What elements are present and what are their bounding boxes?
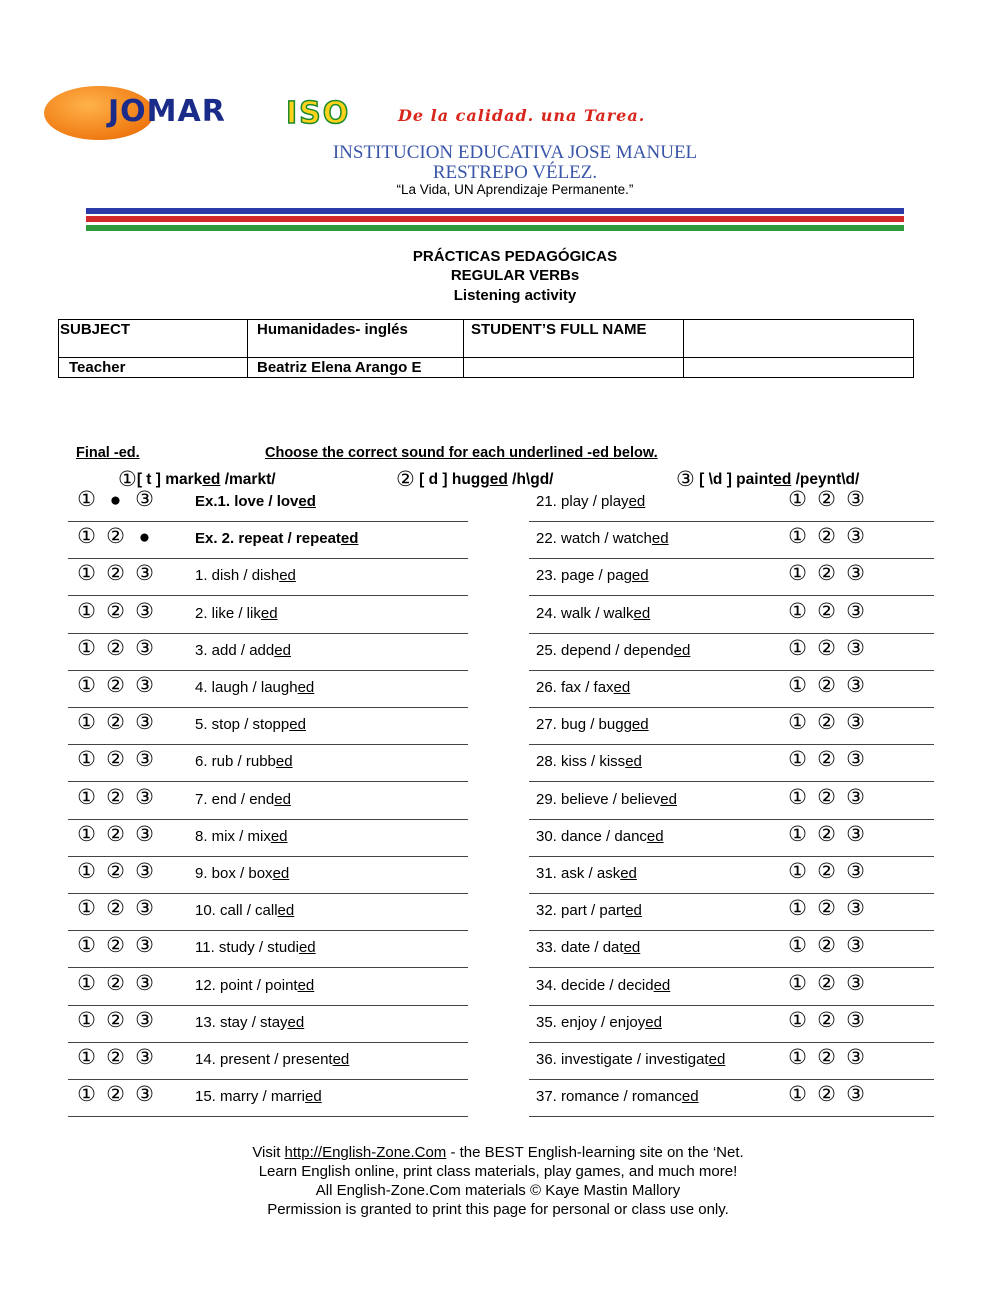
question-row [529,820,934,857]
verb-pair: 24. walk / walked [536,604,651,622]
question-row [68,969,468,1006]
answer-bubble-3[interactable]: ③ [846,1083,865,1107]
verb-pair: 30. dance / danced [536,827,664,845]
answer-bubble-1[interactable]: ① [788,860,807,883]
answer-bubble-2[interactable]: ② [106,934,125,958]
answer-bubble-2[interactable]: ② [817,1008,836,1032]
question-row [68,1043,468,1080]
answer-bubble-1[interactable]: ① [788,488,807,511]
header-stripe-green [86,225,904,231]
answer-bubble-1[interactable]: ① [788,562,807,586]
question-row [68,1080,468,1117]
answer-bubble-2[interactable]: ② [106,822,125,846]
verb-pair: 33. date / dated [536,939,641,957]
teacher-value: Beatriz Elena Arango E [257,359,422,376]
verb-pair: 23. page / paged [536,567,649,585]
answer-bubble-1[interactable]: ① [77,599,96,623]
answer-bubble-2[interactable]: ② [106,674,125,697]
question-row [529,783,934,820]
verb-pair: 27. bug / bugged [536,716,649,734]
answer-bubble-2[interactable]: ② [106,785,125,809]
answer-bubble-3[interactable]: ③ [135,822,154,846]
question-row [529,522,934,559]
answer-bubble-3[interactable]: ③ [135,562,154,586]
answer-bubble-3[interactable]: ③ [135,897,154,921]
logo-iso-text: ISO [286,96,351,131]
answer-bubble-1[interactable]: ① [788,934,807,958]
answer-bubble-3[interactable]: ③ [846,674,865,697]
answer-bubble-1[interactable]: ① [788,636,807,660]
answer-bubble-2[interactable]: ② [817,636,836,660]
answer-bubble-1[interactable]: ① [788,748,807,772]
answer-bubble-2[interactable]: ② [106,562,125,586]
answer-options [72,636,159,661]
answer-bubble-3[interactable]: ③ [846,488,865,511]
answer-bubble-1[interactable]: ① [788,674,807,697]
answer-options [783,1045,870,1070]
answer-bubble-3[interactable]: ③ [135,860,154,883]
answer-bubble-2[interactable]: ② [106,636,125,660]
answer-bubble-2[interactable]: ② [106,525,125,549]
answer-bubble-2[interactable]: ② [817,897,836,921]
answer-bubble-2[interactable]: ② [106,599,125,623]
answer-bubble-3[interactable]: ③ [135,1046,154,1069]
footer-line4: Permission is granted to print this page for personal or class use only. [267,1201,729,1218]
title-practicas: PRÁCTICAS PEDAGÓGICAS [412,248,618,265]
answer-bubble-1[interactable]: ① [77,1083,96,1107]
answer-options [783,710,870,735]
answer-bubble-1[interactable]: ① [77,562,96,586]
legend-id: ③ [ \d ] painted /peynt\d/ [676,468,860,491]
answer-bubble-2[interactable]: ② [106,1046,125,1069]
verb-pair: 21. play / played [536,493,646,510]
answer-bubble-1[interactable]: ① [788,822,807,846]
answer-bubble-2[interactable]: ② [817,748,836,772]
answer-bubble-3[interactable]: ③ [846,860,865,883]
answer-bubble-2[interactable]: ② [817,785,836,809]
answer-bubble-1[interactable]: ① [788,785,807,809]
selected-answer-bubble[interactable]: ● [109,490,122,511]
answer-bubble-1[interactable]: ① [77,934,96,958]
answer-options [783,1008,870,1033]
answer-options [72,1082,159,1107]
answer-bubble-1[interactable]: ① [77,860,96,883]
answer-bubble-3[interactable]: ③ [135,636,154,660]
answer-options [783,524,870,549]
verb-pair: 13. stay / stayed [195,1013,305,1031]
answer-bubble-3[interactable]: ③ [135,785,154,809]
institution-name-line2: RESTREPO VÉLEZ. [432,162,598,183]
answer-bubble-1[interactable]: ① [77,711,96,735]
answer-bubble-1[interactable]: ① [77,525,96,549]
answer-bubble-2[interactable]: ② [817,562,836,586]
answer-options [783,896,870,921]
student-name-label: STUDENT’S FULL NAME [471,321,647,338]
answer-bubble-1[interactable]: ① [77,822,96,846]
answer-bubble-2[interactable]: ② [817,971,836,995]
answer-options [783,1082,870,1107]
verb-pair: 6. rub / rubbed [195,753,293,771]
info-table [58,319,914,378]
question-row [68,783,468,820]
answer-options [783,859,870,884]
english-zone-link[interactable]: http://English-Zone.Com [284,1144,447,1161]
answer-bubble-3[interactable]: ③ [846,785,865,809]
answer-bubble-1[interactable]: ① [77,636,96,660]
question-row [68,1006,468,1043]
question-row [68,634,468,671]
question-row [529,931,934,968]
header-stripe-red [86,216,904,222]
answer-bubble-1[interactable]: ① [788,1008,807,1032]
answer-bubble-2[interactable]: ② [817,1046,836,1069]
verb-pair: 29. believe / believed [536,790,677,808]
question-row [529,559,934,596]
answer-bubble-3[interactable]: ③ [846,748,865,772]
answer-bubble-3[interactable]: ③ [135,971,154,995]
verb-pair: 25. depend / depended [536,641,691,659]
institution-motto: “La Vida, UN Aprendizaje Permanente.” [396,182,634,197]
answer-options [783,971,870,996]
answer-options [72,1045,159,1070]
selected-answer-bubble[interactable]: ● [138,527,151,549]
question-row [529,969,934,1006]
teacher-label: Teacher [69,359,126,376]
question-row [529,485,934,522]
answer-options [72,487,159,512]
verb-pair: 31. ask / asked [536,865,637,882]
answer-options [72,896,159,921]
question-row [529,708,934,745]
answer-options [783,933,870,958]
answer-options [72,822,159,847]
answer-bubble-2[interactable]: ② [817,674,836,697]
answer-options [72,561,159,586]
answer-bubble-1[interactable]: ① [77,748,96,772]
question-row [68,708,468,745]
answer-bubble-2[interactable]: ② [817,711,836,735]
answer-bubble-3[interactable]: ③ [135,674,154,697]
answer-options [783,599,870,624]
answer-bubble-2[interactable]: ② [106,711,125,735]
answer-bubble-3[interactable]: ③ [135,599,154,623]
question-row [68,671,468,708]
answer-bubble-2[interactable]: ② [106,1008,125,1032]
answer-bubble-2[interactable]: ② [817,822,836,846]
verb-pair: 26. fax / faxed [536,679,631,696]
verb-pair: 1. dish / dished [195,567,296,585]
verb-pair: 22. watch / watched [536,530,669,548]
verb-pair: 28. kiss / kissed [536,753,642,771]
verb-pair: 8. mix / mixed [195,827,288,845]
answer-options [72,710,159,735]
answer-options [72,673,159,698]
answer-bubble-3[interactable]: ③ [846,711,865,735]
question-row [529,1080,934,1117]
answer-options [783,487,870,512]
question-row [529,1043,934,1080]
subject-label: SUBJECT [60,321,131,338]
title-regular-verbs: REGULAR VERBs [450,267,580,284]
question-row [68,485,468,522]
answer-bubble-3[interactable]: ③ [135,1008,154,1032]
verb-pair: 3. add / added [195,641,291,659]
answer-options [783,673,870,698]
answer-bubble-1[interactable]: ① [77,488,96,511]
answer-bubble-2[interactable]: ② [106,897,125,921]
verb-pair: Ex.1. love / loved [195,493,316,510]
answer-bubble-2[interactable]: ② [817,1083,836,1107]
answer-bubble-1[interactable]: ① [788,525,807,549]
answer-bubble-3[interactable]: ③ [846,934,865,958]
verb-pair: 37. romance / romanced [536,1088,699,1106]
answer-bubble-3[interactable]: ③ [135,1083,154,1107]
footer-visit: Visit http://English-Zone.Com - the BEST English-learning site on the ‘Net. [252,1144,744,1161]
answer-bubble-2[interactable]: ② [106,860,125,883]
answer-bubble-1[interactable]: ① [77,674,96,697]
answer-bubble-3[interactable]: ③ [846,1008,865,1032]
answer-bubble-1[interactable]: ① [77,785,96,809]
answer-bubble-3[interactable]: ③ [846,822,865,846]
question-row [68,522,468,559]
answer-options [783,785,870,810]
answer-bubble-3[interactable]: ③ [846,636,865,660]
footer-line2: Learn English online, print class materials, play games, and much more! [258,1163,738,1180]
logo-slogan: De la calidad. una Tarea. [398,106,646,125]
question-row [68,559,468,596]
answer-bubble-3[interactable]: ③ [135,488,154,511]
final-ed-heading: Final -ed. [76,445,140,461]
verb-pair: 7. end / ended [195,790,291,808]
answer-bubble-1[interactable]: ① [788,711,807,735]
legend-t: ①[ t ] marked /markt/ [118,468,276,491]
verb-pair: 9. box / boxed [195,865,290,882]
answer-options [783,822,870,847]
institution-name-line1: INSTITUCION EDUCATIVA JOSE MANUEL [332,142,698,163]
answer-bubble-3[interactable]: ③ [135,934,154,958]
question-row [529,1006,934,1043]
verb-pair: 11. study / studied [195,939,316,957]
question-row [529,634,934,671]
answer-bubble-1[interactable]: ① [77,897,96,921]
verb-pair: 34. decide / decided [536,976,671,994]
question-row [68,820,468,857]
answer-bubble-2[interactable]: ② [106,1083,125,1107]
verb-pair: Ex. 2. repeat / repeated [195,530,359,548]
answer-bubble-3[interactable]: ③ [135,711,154,735]
question-row [68,745,468,782]
verb-pair: 10. call / called [195,902,295,920]
question-row [68,597,468,634]
answer-options [72,971,159,996]
legend-d: ② [ d ] hugged /h\gd/ [396,468,554,491]
answer-bubble-2[interactable]: ② [106,748,125,772]
answer-options [72,524,159,549]
answer-bubble-3[interactable]: ③ [135,748,154,772]
answer-bubble-3[interactable]: ③ [846,897,865,921]
question-row [529,745,934,782]
question-row [529,894,934,931]
question-row [529,671,934,708]
footer-line3: All English-Zone.Com materials © Kaye Mastin Mallory [315,1182,681,1199]
answer-options [72,785,159,810]
answer-bubble-1[interactable]: ① [788,599,807,623]
answer-bubble-3[interactable]: ③ [846,971,865,995]
instructions-text: Choose the correct sound for each underlined -ed below. [265,445,658,461]
answer-options [72,599,159,624]
verb-pair: 14. present / presented [195,1051,350,1068]
verb-pair: 36. investigate / investigated [536,1051,726,1068]
answer-bubble-1[interactable]: ① [77,1008,96,1032]
verb-pair: 15. marry / married [195,1088,322,1106]
question-row [529,597,934,634]
answer-options [783,561,870,586]
answer-bubble-1[interactable]: ① [788,897,807,921]
question-row [529,857,934,894]
verb-pair: 32. part / parted [536,902,642,920]
verb-pair: 12. point / pointed [195,976,315,994]
answer-bubble-1[interactable]: ① [77,1046,96,1069]
answer-bubble-2[interactable]: ② [817,599,836,623]
verb-pair: 4. laugh / laughed [195,679,315,696]
answer-bubble-3[interactable]: ③ [846,1046,865,1069]
answer-options [72,747,159,772]
answer-bubble-2[interactable]: ② [817,488,836,511]
answer-options [72,933,159,958]
header-stripe-blue [86,208,904,214]
title-listening: Listening activity [453,287,577,304]
subject-value: Humanidades- inglés [257,321,408,338]
verb-pair: 2. like / liked [195,604,278,622]
answer-options [783,747,870,772]
question-row [68,857,468,894]
verb-pair: 5. stop / stopped [195,716,306,734]
answer-options [72,859,159,884]
answer-options [72,1008,159,1033]
answer-bubble-1[interactable]: ① [788,1083,807,1107]
answer-bubble-1[interactable]: ① [788,1046,807,1069]
answer-options [783,636,870,661]
answer-bubble-2[interactable]: ② [817,934,836,958]
answer-bubble-3[interactable]: ③ [846,562,865,586]
answer-bubble-3[interactable]: ③ [846,525,865,549]
question-row [68,894,468,931]
answer-bubble-3[interactable]: ③ [846,599,865,623]
answer-bubble-2[interactable]: ② [817,525,836,549]
answer-bubble-2[interactable]: ② [817,860,836,883]
logo-main-text: JOMAR [108,94,226,129]
verb-pair: 35. enjoy / enjoyed [536,1013,662,1031]
answer-bubble-1[interactable]: ① [77,971,96,995]
answer-bubble-1[interactable]: ① [788,971,807,995]
question-row [68,931,468,968]
answer-bubble-2[interactable]: ② [106,971,125,995]
